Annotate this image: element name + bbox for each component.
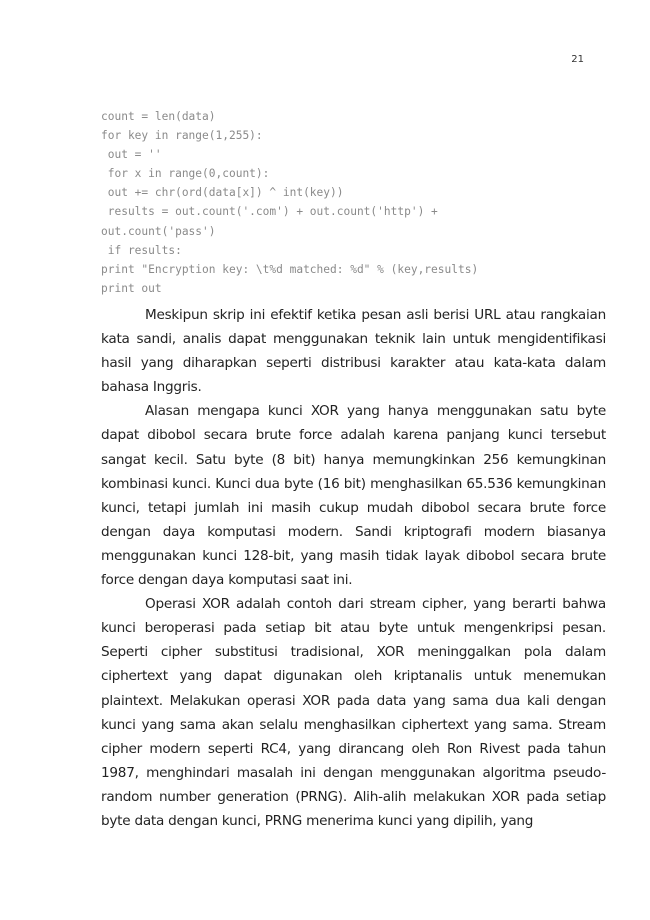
paragraph: Alasan mengapa kunci XOR yang hanya menggunakan satu byte dapat dibobol secara brute force adalah karena panjang kunci tersebut sangat kecil. Satu byte (8 bit) hanya memungkinkan 256 kemungkinan kombinasi kunci. Kunci dua byte (16 bit) menghasilkan 65.536 kemungkinan kunci, tetapi jumlah ini masih cukup mudah dibobol secara brute force dengan daya komputasi modern. Sandi kriptografi modern biasanya menggunakan kunci 128-bit, yang masih tidak layak dibobol secara brute force dengan daya komputasi saat ini. [101,403,606,589]
code-block [101,107,601,298]
code-line: out.count('pass') [101,224,216,238]
code-line: out += chr(ord(data[x]) ^ int(key)) [101,186,344,200]
page-number: 21 [571,54,584,65]
code-line: print out [101,281,162,295]
code-line: for key in range(1,255): [101,129,263,143]
code-line: print "Encryption key: \t%d matched: %d" % (key,results) [101,262,479,276]
code-line: for x in range(0,count): [101,167,270,181]
paragraph: Meskipun skrip ini efektif ketika pesan asli berisi URL atau rangkaian kata sandi, analis dapat menggunakan teknik lain untuk mengidentifikasi hasil yang diharapkan seperti distribusi karakter atau kata-kata dalam bahasa Inggris. [101,307,606,396]
body-text [101,303,606,833]
code-line: count = len(data) [101,110,216,123]
paragraph: Operasi XOR adalah contoh dari stream cipher, yang berarti bahwa kunci beroperasi pada setiap bit atau byte untuk mengenkripsi pesan. Seperti cipher substitusi tradisional, XOR meninggalkan pola dalam ciphertext yang dapat digunakan oleh kriptanalis untuk menemukan plaintext. Melakukan operasi XOR pada data yang sama dua kali dengan kunci yang sama akan selalu menghasilkan ciphertext yang sama. Stream cipher modern seperti RC4, yang dirancang oleh Ron Rivest pada tahun 1987, menghindari masalah ini dengan menggunakan algoritma pseudo-random number generation (PRNG). Alih-alih melakukan XOR pada setiap byte data dengan kunci, PRNG menerima kunci yang dipilih, yang [101,596,606,829]
code-line: results = out.count('.com') + out.count('http') + [101,205,438,219]
code-line: out = '' [101,148,162,162]
code-line: if results: [101,243,182,257]
